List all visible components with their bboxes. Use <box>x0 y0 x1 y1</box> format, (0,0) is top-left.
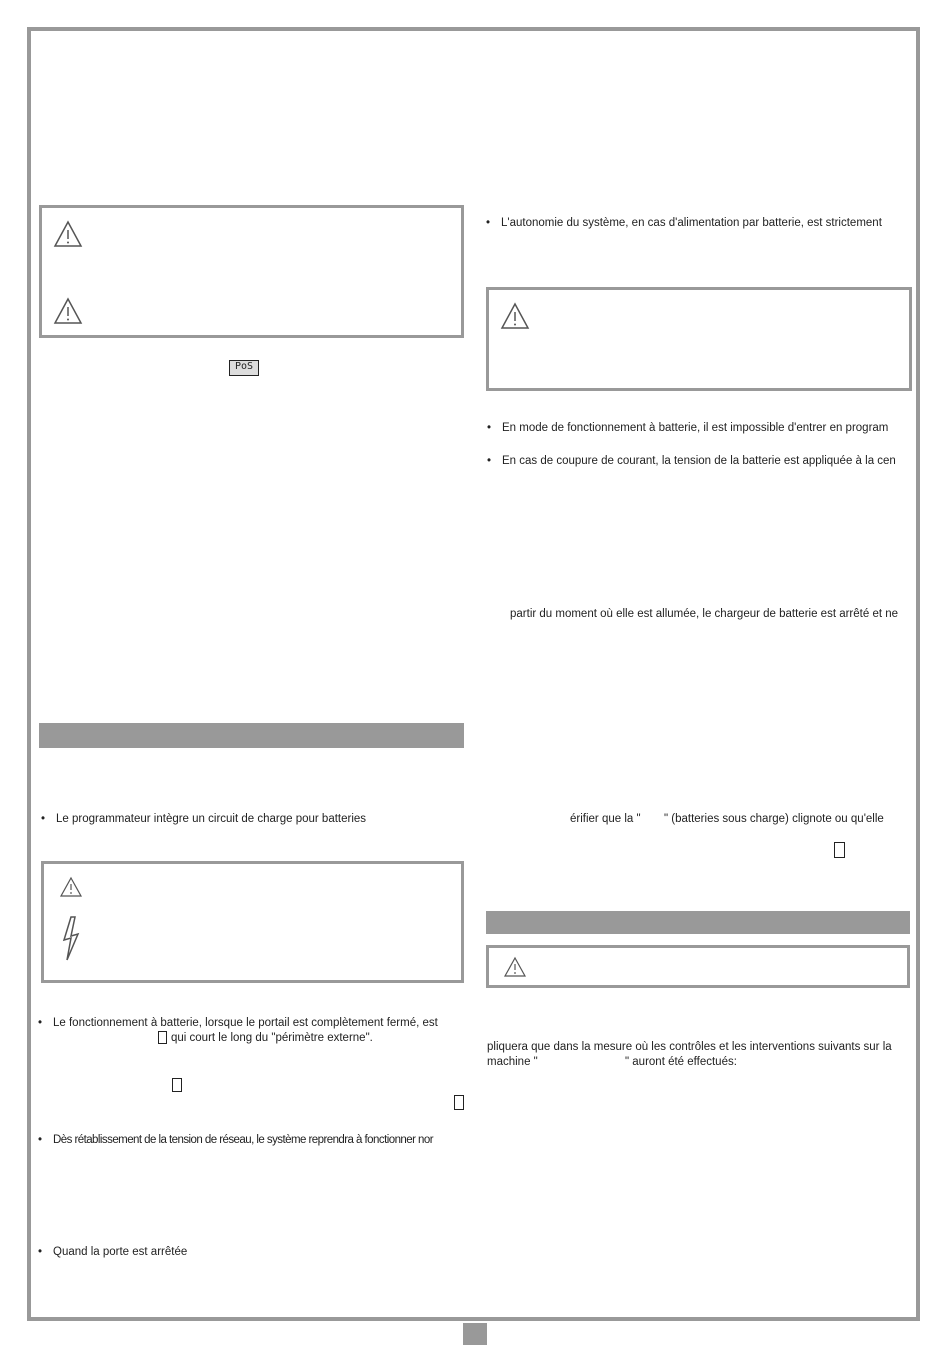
applies-text-line2b: " auront été effectués: <box>625 1056 737 1068</box>
bullet-no-programming: • En mode de fonctionnement à batterie, il est impossible d'entrer en program <box>502 421 888 435</box>
perimeter-display-icon <box>158 1031 167 1044</box>
page-number-tab <box>463 1323 487 1345</box>
display-code-pos: PoS <box>229 360 259 376</box>
bullet-door-stopped: • Quand la porte est arrêtée <box>53 1245 187 1259</box>
warning-box-1 <box>39 205 464 338</box>
battery-charge-display-icon <box>834 842 845 858</box>
verify-text-part1: érifier que la " <box>570 813 641 825</box>
charger-stopped-text: partir du moment où elle est allumée, le chargeur de batterie est arrêté et ne <box>510 608 899 620</box>
bullet-charger: • Le programmateur intègre un circuit de charge pour batteries <box>56 812 366 826</box>
bullet-battery-operation: • Le fonctionnement à batterie, lorsque le portail est complètement fermé, est <box>53 1016 438 1030</box>
verify-text-part2: " (batteries sous charge) clignote ou qu'elle <box>664 813 884 825</box>
section-header-bar-right <box>486 911 910 934</box>
lightning-bolt-icon <box>61 916 81 962</box>
warning-triangle-icon <box>503 956 527 978</box>
warning-triangle-icon <box>500 302 530 330</box>
bullet-network-restore: • Dès rétablissement de la tension de réseau, le système reprendra à fonctionner nor <box>53 1133 433 1147</box>
warning-box-2 <box>486 287 912 391</box>
bullet-power-cut: • En cas de coupure de courant, la tension de la batterie est appliquée à la cen <box>502 454 896 468</box>
warning-triangle-icon <box>53 220 83 248</box>
applies-text-line1: pliquera que dans la mesure où les contrôles et les interventions suivants sur la <box>487 1041 892 1053</box>
warning-box-electric <box>41 861 464 983</box>
section-header-bar-left <box>39 723 464 748</box>
warning-box-3 <box>486 945 910 988</box>
applies-text-line2a: machine " <box>487 1056 538 1068</box>
display-icon-c <box>172 1078 182 1092</box>
display-icon-box <box>454 1095 464 1110</box>
warning-triangle-icon <box>59 876 83 898</box>
warning-triangle-icon <box>53 297 83 325</box>
bullet-autonomy: • L'autonomie du système, en cas d'alimentation par batterie, est strictement <box>501 216 882 230</box>
perimeter-text: qui court le long du "périmètre externe". <box>171 1032 373 1044</box>
